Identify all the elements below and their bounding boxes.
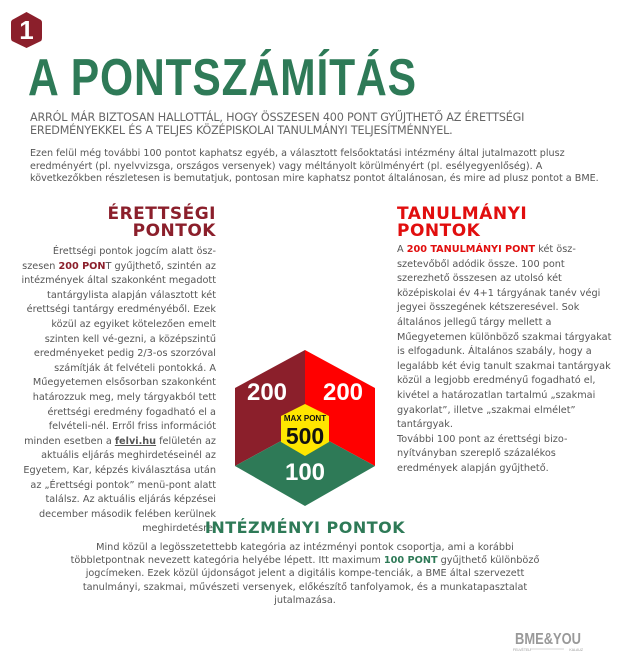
subtitle: ARRÓL MÁR BIZTOSAN HALLOTTÁL, HOGY ÖSSZESEN 400 PONT GYŰJTHETŐ AZ ÉRETTSÉGI EREDMÉNYEKKEL ÉS A TELJES KÖZÉPISKOLAI TANULMÁNYI TELJESÍTMÉNNYEL.	[30, 111, 525, 137]
tanulmanyi-text: A 200 TANULMÁNYI PONT két ösz-szetevőből adódik össze. 100 pont szerezhető összesen az utolsó két középiskolai év 4+1 tárgyának tanév végi jegyei összegének kétszeresével. Sok általános jellegű tárgy mellett a Műegyetemen különböző szakmai tárgyakat is elfogadunk. Általános szabály, hogy a legalább két évig tanult szakmai tantárgyak közül a legjobb eredményű fogadható el, kivétel a határozatlan tartalmú „szakmai gyakorlat”, illetve „szakmai elmélet” tantárgyak. További 100 pont az érettségi bizo-nyítványban szereplő százalékos eredmények alapján gyűjthető.	[397, 244, 612, 474]
erettsegi-section	[20, 206, 216, 537]
intezmenyi-value: 100	[284, 459, 326, 486]
erettsegi-text: Érettségi pontok jogcím alatt ösz-szesen 200 PONT gyűjthető, szintén az intézmények által szakonként megadott tantárgylista alapján választott két érettségi tantárgy eredményéből. Ezek közül az egyiket kötelezően emelt szinten kell vé-gezni, a középszintű eredményeket pedig 2/3-os szorzóval számítják át felvételi pontokká. A Műegyetemen elsősorban szakonként határozzuk meg, mely tárgyakból tett érettségi eredmény fogadható el a felvételi-nél. Erről friss információt minden esetben a felvi.hu felületén az aktuális eljárás meghirdetéseinél az Egyetem, Kar, képzés kiválasztása után az „Érettségi pontok” menü-pont alatt találsz. Az aktuális eljárás képzései december második felében kerülnek meghirdetésre.	[21, 246, 216, 535]
erettsegi-heading: ÉRETTSÉGI PONTOK	[107, 204, 216, 241]
page-title: A PONTSZÁMÍTÁS	[28, 49, 417, 107]
section-number-badge	[10, 11, 43, 49]
intezmenyi-heading: INTÉZMÉNYI PONTOK	[204, 518, 406, 537]
svg-text:KALAUZ: KALAUZ	[569, 648, 583, 652]
tanulmanyi-heading: TANULMÁNYI PONTOK	[397, 204, 528, 241]
erettsegi-value: 200	[246, 379, 288, 406]
intezmenyi-section	[70, 519, 540, 607]
max-point-value: 500	[285, 423, 325, 449]
svg-text:FELVÉTELI: FELVÉTELI	[513, 648, 532, 652]
bme-and-you-logo	[512, 628, 584, 652]
intro-paragraph: Ezen felül még további 100 pontot kaphatsz egyéb, a választott felsőoktatási intézmény által jutalmazott plusz eredményért (pl. nyelvvizsga, országos versenyek) vagy méltányolt körülményért (pl. esélyegyenlőség). A következőkben részletesen is bemutatjuk, pontosan mire kaphatsz pontot általánosan, és mire ad plusz pontot a BME.	[30, 148, 599, 185]
felvi-link[interactable]: felvi.hu	[114, 435, 157, 447]
svg-text:BME&YOU: BME&YOU	[515, 631, 581, 648]
max-point-label: MAX PONT	[283, 414, 327, 423]
tanulmanyi-value: 200	[322, 379, 364, 406]
intezmenyi-text: Mind közül a legösszetettebb kategória az intézményi pontok csoportja, ami a korábbi többletpontnak nevezett kategória helyébe lépett. Itt maximum 100 PONT gyűjthető különböző jogcímeken. Ezek közül újdonságot jelent a digitális kompe-tenciák, a BME által szervezett tanulmányi, szakmai, művészeti versenyek, előkészítő tanfolyamok, és a munkatapasztalat jutalmazása.	[70, 542, 540, 606]
tanulmanyi-section	[397, 206, 619, 477]
section-number: 1	[19, 15, 34, 45]
points-hexagon	[232, 348, 378, 508]
